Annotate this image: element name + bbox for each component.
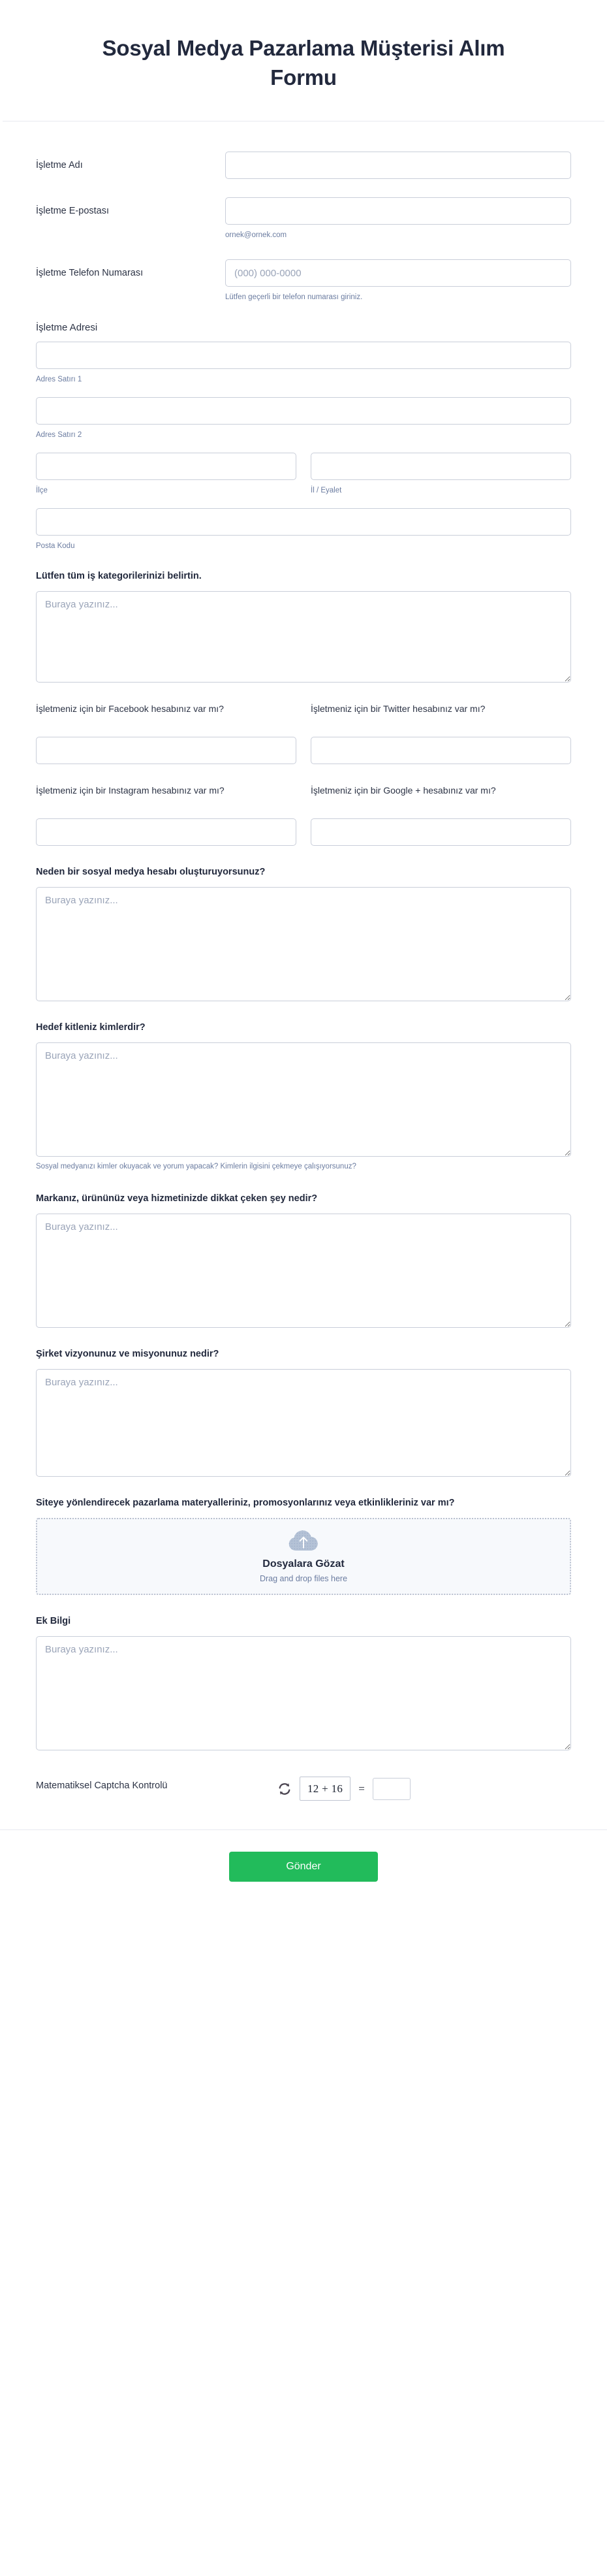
extra-info-textarea[interactable] xyxy=(36,1636,571,1750)
target-audience-label: Hedef kitleniz kimlerdir? xyxy=(36,1022,146,1033)
address-zip-wrap xyxy=(36,508,571,552)
why-social-media-textarea[interactable] xyxy=(36,887,571,1001)
business-categories-textarea[interactable] xyxy=(36,591,571,683)
googleplus-account-input[interactable] xyxy=(311,818,571,846)
brand-highlight-textarea[interactable] xyxy=(36,1214,571,1328)
cloud-upload-icon xyxy=(288,1530,319,1552)
captcha-question: 12 + 16 xyxy=(300,1777,350,1801)
field-why-social-media xyxy=(36,865,571,1001)
field-twitter-account xyxy=(311,702,571,764)
field-business-name xyxy=(36,152,571,179)
browse-files-label[interactable]: Dosyalara Gözat xyxy=(262,1558,345,1570)
field-vision-mission xyxy=(36,1347,571,1477)
business-phone-input[interactable] xyxy=(225,259,571,287)
instagram-account-input[interactable] xyxy=(36,818,296,846)
business-phone-label: İşletme Telefon Numarası xyxy=(36,268,144,279)
captcha-control xyxy=(225,1777,411,1801)
field-facebook-account xyxy=(36,702,296,764)
address-state-label: İl / Eyalet xyxy=(311,487,342,495)
marketing-materials-label: Siteye yönlendirecek pazarlama materyalleriniz, promosyonlarınız veya etkinlikleriniz var mı? xyxy=(36,1497,455,1508)
address-line1-input[interactable] xyxy=(36,342,571,369)
extra-info-label: Ek Bilgi xyxy=(36,1615,71,1626)
twitter-account-input[interactable] xyxy=(311,737,571,764)
business-email-input[interactable] xyxy=(225,197,571,225)
field-business-categories xyxy=(36,570,571,683)
business-email-hint: ornek@ornek.com xyxy=(225,231,287,240)
address-line2-label: Adres Satırı 2 xyxy=(36,430,82,439)
captcha-answer-input[interactable] xyxy=(373,1778,411,1800)
target-audience-hint: Sosyal medyanızı kimler okuyacak ve yorum yapacak? Kimlerin ilgisini çekmeye çalışıyorsunuz? xyxy=(36,1162,356,1170)
target-audience-textarea[interactable] xyxy=(36,1042,571,1157)
drag-drop-label: Drag and drop files here xyxy=(259,1573,348,1583)
vision-mission-textarea[interactable] xyxy=(36,1369,571,1477)
refresh-icon[interactable] xyxy=(277,1782,292,1796)
address-group xyxy=(36,322,571,553)
business-categories-label: Lütfen tüm iş kategorilerinizi belirtin. xyxy=(36,570,202,581)
address-line1-label: Adres Satırı 1 xyxy=(36,375,82,383)
field-brand-highlight xyxy=(36,1192,571,1328)
business-name-input[interactable] xyxy=(225,152,571,179)
field-extra-info xyxy=(36,1615,571,1750)
field-googleplus-account xyxy=(311,784,571,846)
form-header xyxy=(0,0,607,121)
field-marketing-materials xyxy=(36,1496,571,1595)
address-city-state-row xyxy=(36,453,571,496)
address-state-wrap xyxy=(311,453,571,496)
vision-mission-label: Şirket vizyonunuz ve misyonunuz nedir? xyxy=(36,1348,219,1359)
file-upload-dropzone[interactable] xyxy=(36,1518,571,1595)
social-accounts-row-2 xyxy=(36,784,571,846)
captcha-row xyxy=(36,1777,571,1801)
captcha-equals-sign: = xyxy=(358,1782,365,1795)
address-zip-input[interactable] xyxy=(36,508,571,536)
address-state-input[interactable] xyxy=(311,453,571,480)
brand-highlight-label: Markanız, ürününüz veya hizmetinizde dikkat çeken şey nedir? xyxy=(36,1193,318,1204)
form-footer xyxy=(0,1830,607,1910)
form-body xyxy=(0,121,607,1829)
business-email-label: İşletme E-postası xyxy=(36,206,110,217)
instagram-account-label: İşletmeniz için bir Instagram hesabınız var mı? xyxy=(36,784,225,796)
facebook-account-input[interactable] xyxy=(36,737,296,764)
business-phone-hint: Lütfen geçerli bir telefon numarası giriniz. xyxy=(225,293,363,302)
address-line2-input[interactable] xyxy=(36,397,571,425)
address-zip-label: Posta Kodu xyxy=(36,542,75,551)
page-title: Sosyal Medya Pazarlama Müşterisi Alım Formu xyxy=(102,36,505,89)
field-target-audience xyxy=(36,1021,571,1172)
address-city-wrap xyxy=(36,453,296,496)
address-city-input[interactable] xyxy=(36,453,296,480)
field-instagram-account xyxy=(36,784,296,846)
business-name-label: İşletme Adı xyxy=(36,160,83,171)
twitter-account-label: İşletmeniz için bir Twitter hesabınız var mı? xyxy=(311,703,486,714)
field-business-email xyxy=(36,197,571,241)
facebook-account-label: İşletmeniz için bir Facebook hesabınız var mı? xyxy=(36,703,224,714)
address-heading: İşletme Adresi xyxy=(36,321,98,333)
googleplus-account-label: İşletmeniz için bir Google + hesabınız var mı? xyxy=(311,784,496,796)
social-accounts-row-1 xyxy=(36,702,571,764)
address-line1-wrap xyxy=(36,342,571,385)
why-social-media-label: Neden bir sosyal medya hesabı oluşturuyorsunuz? xyxy=(36,866,266,877)
captcha-label: Matematiksel Captcha Kontrolü xyxy=(36,1780,168,1791)
field-business-phone xyxy=(36,259,571,303)
address-line2-wrap xyxy=(36,397,571,441)
address-city-label: İlçe xyxy=(36,487,48,495)
submit-button[interactable]: Gönder xyxy=(229,1852,378,1882)
